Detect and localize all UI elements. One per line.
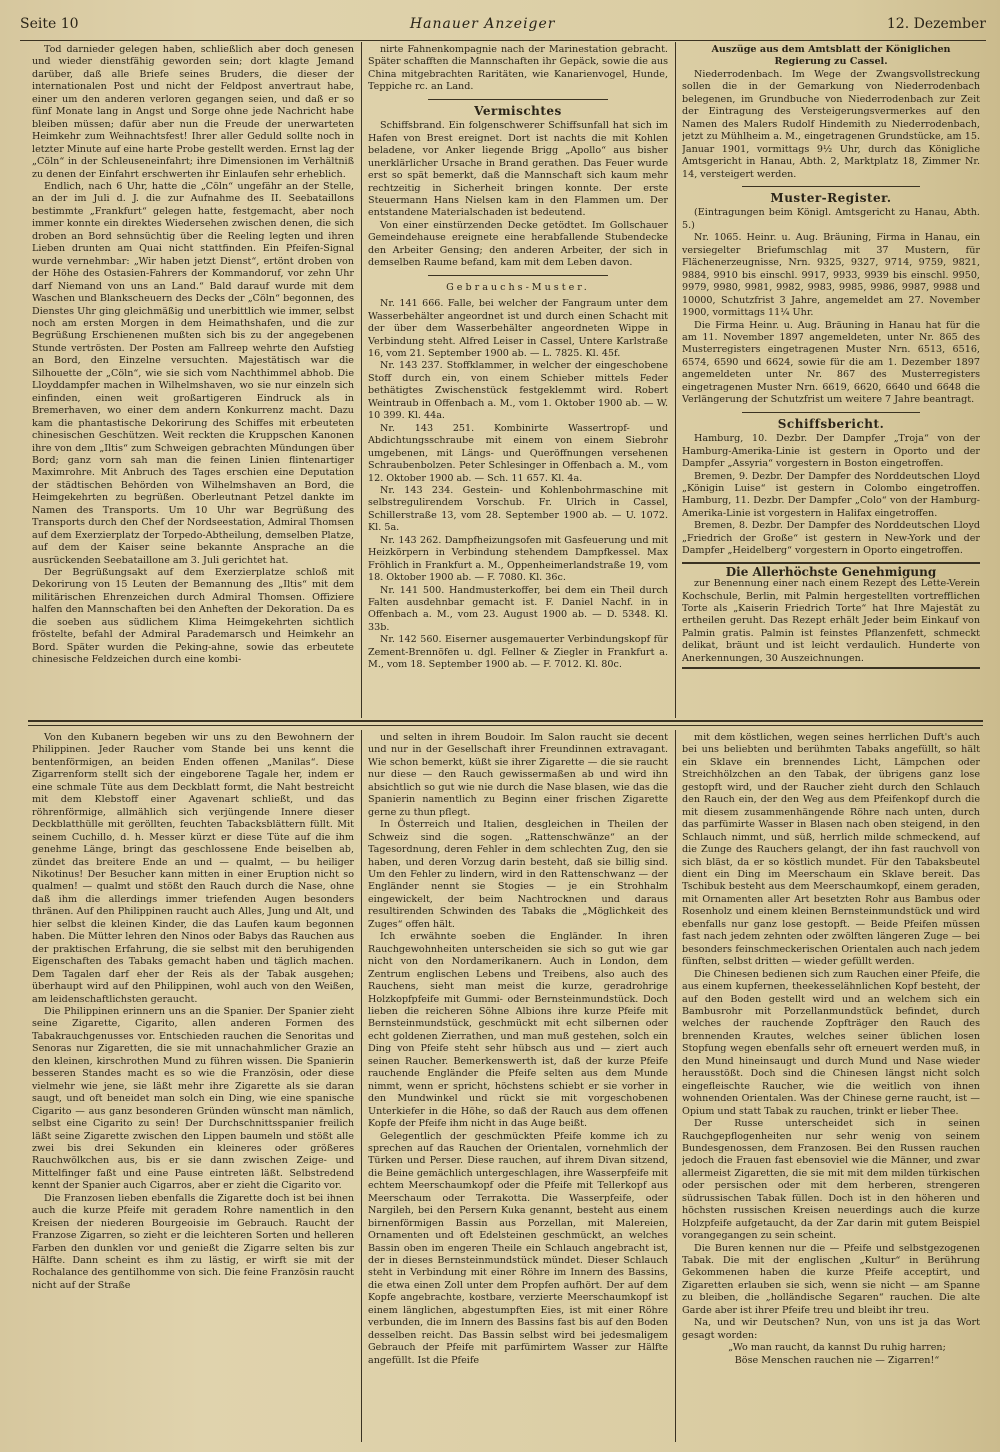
article-paragraph: Der Begrüßungsakt auf dem Exerzierplatze schloß mit Dekorirung von 15 Leuten der Bemannung des „Iltis“ mit dem militärischen Ehrenzeichen durch Admiral Thomsen. Offiziere halfen den Mannschaften bei den Anheften der Dekoration. Da es die soeben aus südlichem Klima Heimgekehrten sichtlich fröstelte, befahl der Admiral Parademarsch und Heimkehr an Bord. Später wurden die Peking-ahne, sowie das erbeutete chinesische Feldzeichen durch eine kombi- — [32, 567, 354, 666]
column-rule — [675, 730, 676, 1442]
page-number: Seite 10 — [20, 16, 79, 32]
patent-entry: Nr. 142 560. Eiserner ausgemauerter Verbindungskopf für Zement-Brennöfen u. dgl. Fellner & Ziegler in Frankfurt a. M., vom 18. September 1900 ab. — F. 7012. Kl. 80c. — [368, 634, 668, 671]
shipping-entry: Bremen, 8. Dezbr. Der Dampfer des Norddeutschen Lloyd „Friedrich der Große“ ist gestern in New-York und der Dampfer „Heidelberg“ vorgestern in Oporto eingetroffen. — [682, 520, 980, 557]
section-title-vermischtes: Vermischtes — [474, 103, 562, 118]
divider — [428, 275, 608, 276]
page-header — [20, 16, 986, 41]
article-paragraph: mit dem köstlichen, wegen seines herrlichen Duft's auch bei uns beliebten und berühmten Tabaks angefüllt, so hält ein Sklave ein brennendes Licht, Lämpchen oder Streichhölzchen an den Tabak, der übrigens ganz lose gestopft wird, und der Raucher zieht durch den Schlauch den Rauch ein, der den Weg aus dem Pfeifenkopf durch die mit diesem zusammenhängende Röhre nach unten, durch das parfümirte Wasser in Blasen nach oben steigend, in den Schlauch nimmt, und süß, herrlich milde schmeckend, auf die Zunge des Rauchers gelangt, der ihn fast rauchvoll von sich bläst, da er so köstlich mundet. Für den Tabaksbeutel dient ein Ding im Meerschaum ein Sklave bereit. Das Tschibuk besteht aus dem Meerschaumkopf, einem geraden, mit Ornamenten aller Art besetzten Rohr aus Bambus oder Rosenholz und einem kleinen Bernsteinmundstück und wird ebenfalls nur ganz lose gestopft. — Beide Pfeifen müssen fast nach jedem zehnten oder zwölften längeren Zuge — bei besonders feinschmeckerischen Orientalen auch nach jedem fünften, selbst dritten — wieder gefüllt werden. — [682, 732, 980, 968]
section-title-gebrauchsmuster: Gebrauchs-Muster. — [446, 281, 590, 293]
top-column-3 — [682, 44, 980, 714]
column-rule — [361, 42, 362, 718]
bottom-column-2 — [368, 732, 668, 1440]
divider — [742, 412, 920, 413]
article-paragraph: und selten in ihrem Boudoir. Im Salon raucht sie decent und nur in der Gesellschaft ihrer Freundinnen extravagant. Wie schon bemerkt, küßt sie ihrer Zigarette — die sie raucht nur diese — den Rauch gewissermaßen ab und wird ihn absichtlich so gut wie nie durch die Nase blasen, wie das die Spanierin namentlich zu Beginn einer frischen Zigarette gerne zu thun pflegt. — [368, 732, 668, 818]
divider — [428, 99, 608, 100]
section-separator — [28, 725, 983, 726]
news-item: Schiffsbrand. Ein folgenschwerer Schiffsunfall hat sich im Hafen von Brest ereignet. Dort ist nachts die mit Kohlen beladene, vor Anker liegende Brigg „Apollo“ aus bisher unerklärlicher Ursache in Brand gerathen. Das Feuer wurde erst so spät bemerkt, daß die Mannschaft sich kaum mehr rechtzeitig in Sicherheit bringen konnte. Der erste Steuermann Hans Nielsen kam in den Flammen um. Der entstandene Materialschaden ist bedeutend. — [368, 120, 668, 219]
palmin-advertisement — [682, 562, 980, 670]
patent-entry: Nr. 143 237. Stoffklammer, in welcher der eingeschobene Stoff durch ein, von einem Schieber mittels Feder bethätigtes Zwischenstück festgeklemmt wird. Robert Weintraub in Offenbach a. M., vom 1. Oktober 1900 ab. — W. 10 399. Kl. 44a. — [368, 360, 668, 422]
section-title-schiffsbericht: Schiffsbericht. — [777, 416, 885, 431]
register-entry: Nr. 1065. Heinr. u. Aug. Bräuning, Firma in Hanau, ein versiegelter Briefumschlag mit 37 Mustern, für Flächenerzeugnisse, Nrn. 9325, 9327, 9714, 9759, 9821, 9884, 9910 bis einschl. 9917, 9933, 9939 bis einschl. 9950, 9979, 9980, 9981, 9982, 9983, 9985, 9986, 9987, 9988 und 10000, Schutzfrist 3 Jahre, angemeldet am 27. November 1900, vormittags 11¼ Uhr. — [682, 232, 980, 319]
shipping-entry: Hamburg, 10. Dezbr. Der Dampfer „Troja“ von der Hamburg-Amerika-Linie ist gestern in Oporto und der Dampfer „Assyria“ vorgestern in Boston eingetroffen. — [682, 433, 980, 470]
article-paragraph: Na, und wir Deutschen? Nun, von uns ist ja das Wort gesagt worden: — [682, 1317, 980, 1341]
article-paragraph: Die Chinesen bedienen sich zum Rauchen einer Pfeife, die aus einem kupfernen, theekesselähnlichen Kopf besteht, der auf den Boden gestellt wird und an welchem sich ein Bambusrohr mit Porzellanmundstück befindet, durch welches der rauchende Zopfträger den Rauch des brennenden Krautes, welches seiner üblichen losen Stopfung wegen ebenfalls sehr oft erneuert werden muß, in den Mund hineinsaugt und durch Mund und Nase wieder herausstößt. Doch sind die Chinesen längst nicht solch eingefleischte Raucher, wie die weitlich von ihnen wohnenden Orientalen. Was der Chinese gerne raucht, ist — Opium und statt Tabak zu rauchen, trinkt er lieber Thee. — [682, 968, 980, 1117]
patent-entry: Nr. 141 500. Handmusterkoffer, bei dem ein Theil durch Falten ausdehnbar gemacht ist. F. Daniel Nachf. in in Offenbach a. M., vom 23. August 1900 ab. — D. 5348. Kl. 33b. — [368, 584, 668, 633]
article-paragraph: nirte Fahnenkompagnie nach der Marinestation gebracht. Später schafften die Mannschaften ihr Gepäck, sowie die aus China mitgebrachten Raritäten, wie Kanarienvogel, Hunde, Teppiche rc. an Land. — [368, 44, 668, 93]
article-paragraph: Ich erwähnte soeben die Engländer. In ihren Rauchgewohnheiten unterscheiden sie sich so gut wie gar nicht von den Nordamerikanern. Auch in London, dem Zentrum englischen Lebens und Treibens, also auch des Rauchens, sieht man meist die kurze, geradrohrige Holzkopfpfeife mit Gummi- oder Bernsteinmundstück. Doch lieben die reicheren Söhne Albions ihre kurze Pfeife mit Bernsteinmundstück, geschmückt mit echt silbernen oder echt goldenen Zierrathen, und man muß gestehen, solch ein Ding von Pfeife steht sehr hübsch aus und — ziert auch seinen Raucher. Bemerkenswerth ist, daß der kurze Pfeife rauchende Engländer die Pfeife selten aus dem Munde nimmt, wenn er spricht, höchstens schiebt er sie vorher in den Mundwinkel und rückt sie mit vorgeschobenen Unterkiefer in die Höhe, so daß der Rauch aus dem offenen Kopfe der Pfeife ihm nicht in das Auge beißt. — [368, 931, 668, 1130]
article-paragraph: Der Russe unterscheidet sich in seinen Rauchgepflogenheiten nur sehr wenig von seinem Bundesgenossen, dem Franzosen. Bei den Russen rauchen jedoch die Frauen fast ebensoviel wie die Männer, und zwar allermeist Zigaretten, die sie mit mit dem milden türkischen oder persischen oder mit dem herberen, strengeren südrussischen Tabak füllen. Doch ist in den höheren und höchsten russischen Kreisen neuerdings auch die kurze Holzpfeife aufgetaucht, da der Zar darin mit gutem Beispiel vorangegangen zu sein scheint. — [682, 1118, 980, 1242]
article-paragraph: Die Franzosen lieben ebenfalls die Zigarette doch ist bei ihnen auch die kurze Pfeife mit geradem Rohre namentlich in den Kreisen der niederen Bourgeoisie im Gebrauch. Raucht der Franzose Zigarren, so zieht er die leichteren Sorten und helleren Farben den dunklen vor und genießt die Zigarre selten bis zur Hälfte. Dann scheint es ihm zu lästig, er wirft sie mit der Rochalance des gentilhomme von sich. Die feine Französin raucht nicht auf der Straße — [32, 1192, 354, 1291]
patent-entry: Nr. 141 666. Falle, bei welcher der Fangraum unter dem Wasserbehälter angeordnet ist und durch einen Schacht mit der über dem Wasserbehälter angeordneten Wippe in Verbindung steht. Alfred Leiser in Cassel, Untere Karlstraße 16, vom 21. September 1900 ab. — L. 7825. Kl. 45f. — [368, 298, 668, 359]
section-title-muster-register: Muster-Register. — [770, 190, 892, 205]
top-column-1 — [32, 44, 354, 714]
bottom-column-3 — [682, 732, 980, 1440]
shipping-entry: Bremen, 9. Dezbr. Der Dampfer des Norddeutschen Lloyd „Königin Luise“ ist gestern in Colombo eingetroffen. Hamburg, 11. Dezbr. Der Dampfer „Colo“ von der Hamburg-Amerika-Linie ist vorgestern in Halifax eingetroffen. — [682, 470, 980, 519]
verse-line: Böse Menschen rauchen nie — Zigarren!“ — [734, 1354, 940, 1366]
patent-entry: Nr. 143 234. Gestein- und Kohlenbohrmaschine mit selbstregulirendem Vorschub. Fr. Ulrich in Cassel, Schillerstraße 13, vom 28. September 1900 ab. — U. 1072. Kl. 5a. — [368, 484, 668, 534]
article-paragraph: Die Buren kennen nur die — Pfeife und selbstgezogenen Tabak. Die mit der englischen „Kultur“ in Berührung Gekommenen haben die kurze Pfeife acceptirt, und Zigaretten erlauben sie sich, wenn sie nicht — am Spanne zu bleiben, die „holländische Segaren“ rauchen. Die alte Garde aber ist ihrer Pfeife treu und bleibt ihr treu. — [682, 1242, 980, 1316]
notice-entry: Niederrodenbach. Im Wege der Zwangsvollstreckung sollen die in der Gemarkung von Niederrodenbach belegenen, im Grundbuche von Niederrodenbach zur Zeit der Eintragung des Versteigerungsvermerkes auf den Namen des Malers Rudolf Hindemith zu Niederrodenbach, jetzt zu Mühlheim a. M., eingetragenen Grundstücke, am 15. Januar 1901, vormittags 9½ Uhr, durch das Königliche Amtsgericht in Hanau, Abth. 2, Marktplatz 18, Zimmer Nr. 14, versteigert werden. — [682, 68, 980, 180]
news-item: Von einer einstürzenden Decke getödtet. Im Gollschauer Gemeindehause ereignete eine herabfallende Stubendecke den Arbeiter Gensing; den anderen Arbeiter, der sich in demselben Raume befand, kam mit dem Leben davon. — [368, 219, 668, 269]
article-paragraph: In Österreich und Italien, desgleichen in Theilen der Schweiz sind die sogen. „Rattenschwänze“ an der Tagesordnung, deren Fehler in dem schlechten Zug, den sie haben, und deren Vorzug darin besteht, daß sie billig sind. Um den Fehler zu lindern, wird in den Rattenschwanz — der Engländer nennt sie Stogies — je ein Strohhalm eingewickelt, der beim Nachtrocknen und daraus resultirenden Schwinden des Tabaks die „Möglichkeit des Zuges“ offen hält. — [368, 819, 668, 930]
divider — [742, 186, 920, 187]
verse-line: „Wo man raucht, da kannst Du ruhig harren; — [728, 1342, 946, 1354]
advertisement-title: Die Allerhöchste Genehmigung — [725, 564, 937, 579]
patent-entry: Nr. 143 251. Kombinirte Wassertropf- und Abdichtungsschraube mit einem von einem Siebrohr umgebenen, mit Längs- und Queröffnungen versehenen Schraubenbolzen. Peter Schlesinger in Offenbach a. M., vom 12. Oktober 1900 ab. — Sch. 11 657. Kl. 4a. — [368, 422, 668, 484]
advertisement-text: zur Benennung einer nach einem Rezept des Lette-Verein Kochschule, Berlin, mit Palmin hergestellten vortrefflichen Torte als „Kaiserin Friedrich Torte“ hat Ihre Majestät zu ertheilen geruht. Das Rezept erhält Jeder beim Einkauf von Palmin gratis. Palmin ist feinstes Pflanzenfett, schmeckt delikat, bräunt und ist leicht verdaulich. Hunderte von Anerkennungen, 30 Auszeichnungen. — [682, 578, 980, 664]
column-rule — [675, 42, 676, 718]
article-paragraph: Tod darnieder gelegen haben, schließlich aber doch genesen und wieder dienstfähig geworden sein; dort klagte Jemand darüber, daß alle Briefe seines Bruders, die dieser der internationalen Post und nicht der Feldpost anvertraut habe, einer um den anderen verloren gegangen seien, und daß er so fünf Monate lang in Angst und Sorge ohne jede Nachricht habe bleiben müssen; dafür aber nun die Freude der unerwarteten Heimkehr zum Weihnachtsfest! Ihrer aller Geduld sollte noch in letzter Minute auf eine harte Probe gestellt werden. Ernst lag der „Cöln“ in der Schleuseneinfahrt; ihre Dimensionen im Verhältniß zu denen der Einfahrt erschwerten ihr Einlaufen sehr erheblich. — [32, 44, 354, 180]
register-entry: Die Firma Heinr. u. Aug. Bräuning in Hanau hat für die am 11. November 1897 angemeldeten, unter Nr. 865 des Musterregisters eingetragenen Muster Nrn. 6513, 6516, 6574, 6590 und 6624, sowie für die am 1. Dezember 1897 angemeldeten unter Nr. 867 des Musterregisters eingetragenen Muster Nrn. 6619, 6620, 6640 und 6648 die Verlängerung der Schutzfrist um weitere 7 Jahre beantragt. — [682, 319, 980, 406]
issue-date: 12. Dezember — [886, 16, 986, 32]
article-paragraph: Gelegentlich der geschmückten Pfeife komme ich zu sprechen auf das Rauchen der Orientalen, vornehmlich der Türken und Perser. Diese rauchen, auf ihrem Divan sitzend, die Beine gemächlich untergeschlagen, ihre Wasserpfeife mit echtem Meerschaumkopf oder die Pfeife mit Tellerkopf aus Meerschaum oder Terrakotta. Die Wasserpfeife, oder Nargileh, bei den Persern Kuka genannt, besteht aus einem birnenförmigen Bassin aus Porzellan, mit Malereien, Ornamenten und oft Edelsteinen geschmückt, an welches Bassin oben im engeren Theile ein Schlauch angebracht ist, der in dieses Bernsteinmundstück mündet. Dieser Schlauch steht in Verbindung mit einer Röhre im Innern des Bassins, die etwa einen Zoll unter dem Propfen aufhört. Der auf dem Kopfe angebrachte, kostbare, verzierte Meerschaumkopf ist einem länglichen, abgestumpften Eies, ist mit einer Röhre verbunden, die im Innern des Bassins fast bis auf den Boden desselben reicht. Das Bassin selbst wird bei jedesmaligem Gebrauch der Pfeife mit parfümirtem Wasser zur Hälfte angefüllt. Ist die Pfeife — [368, 1130, 668, 1366]
bottom-column-1 — [32, 732, 354, 1440]
patent-entry: Nr. 143 262. Dampfheizungsofen mit Gasfeuerung und mit Heizkörpern in Verbindung stehendem Dampfkessel. Max Fröhlich in Frankfurt a. M., Oppenheimerlandstraße 19, vom 18. Oktober 1900 ab. — F. 7080. Kl. 36c. — [368, 534, 668, 584]
section-separator — [28, 720, 983, 722]
newspaper-title: Hanauer Anzeiger — [409, 16, 556, 32]
article-paragraph: Die Philippinen erinnern uns an die Spanier. Der Spanier zieht seine Zigarette, Cigarito, allen anderen Formen des Tabakrauchgenusses vor. Entschieden rauchen die Senoritas und Senoras nur Zigaretten, die sie mit unnachahmlicher Grazie an den kleinen, kirschrothen Mund zu führen wissen. Die Spanierin besseren Standes macht es so wie die Französin, oder diese vielmehr wie jene, sie läßt mehr ihre Zigarette als sie daran saugt, und oft beneidet man solch ein Ding, wie eine spanische Cigarito — aus ganz besonderen Gründen wünscht man nämlich, selbst eine Cigarito zu sein! Der Durchschnittsspanier freilich läßt seine Zigarette zwischen den Lippen baumeln und stößt alle zwei bis drei Sekunden ein kleineres oder größeres Rauchwölkchen aus, bis er sie dann zwischen Zeige- und Mittelfinger faßt und eine Pause eintreten läßt. Selbstredend kennt der Spanier auch Cigarros, aber er zieht die Cigarito vor. — [32, 1005, 354, 1192]
register-entry: (Eintragungen beim Königl. Amtsgericht zu Hanau, Abth. 5.) — [682, 207, 980, 231]
top-column-2 — [368, 44, 668, 714]
article-paragraph: Endlich, nach 6 Uhr, hatte die „Cöln“ ungefähr an der Stelle, an der im Juli d. J. die zur Aufnahme des II. Seebataillons bestimmte „Frankfurt“ gelegen hatte, festgemacht, aber noch immer konnte ein direktes Wiedersehen zwischen denen, die sich droben an Bord sehnsüchtig über die Reeling legten und ihren Lieben drunten am Quai nicht stattfinden. Ein Pfeifen-Signal wurde vernehmbar: „Wir haben jetzt Dienst“, ertönt droben von der Höhe des Ostasien-Fahrers der Kommandoruf, vor zehn Uhr darf Niemand von uns an Land.“ Bald darauf wurde mit dem Waschen und Blankscheuern des Decks der „Cöln“ begonnen, des Dienstes Uhr ging gleichmäßig und unerbittlich wie immer, selbst noch am ersten Morgen in dem Heimathshafen, und die zur Begrüßung Erschienenen mußten sich bis zu der angegebenen Stunde vertrösten. Der Posten am Fallreep wehrte den Aufstieg an Bord, den Einzelne versuchten. Majestätisch war die Silhouette der „Cöln“, wie sie sich vom Nachthimmel abhob. Die Lloyddampfer machen in Wilhelmshaven, wo sie nur einzeln sich einfinden, einen weit großartigeren Eindruck als in Bremerhaven, wo einer dem andern Konkurrenz macht. Dazu kam die phantastische Dekorirung des Schiffes mit erbeuteten chinesischen Geschützen. Weit reckten die Kruppschen Kanonen ihre von dem „Iltis“ zum Schweigen gebrachten Mündungen über Bord; ganz vorn sah man die feinen Linien flintenartiger Maximrohre. Mit Anbruch des Tages erschien eine Deputation der städtischen Behörden von Wilhelmshaven an Bord, die Heimgekehrten zu begrüßen. Oberleutnant Petzel dankte im Namen des Transports. Um 10 Uhr war Begrüßung des Transports durch den Chef der Nordseestation, Admiral Thomsen auf dem Exerzierplatz der Torpedo-Abtheilung, demselben Platze, auf dem der Kaiser seine bekannte Ansprache an die ausrückenden Seebataillone am 3. Juli gerichtet hat. — [32, 180, 354, 566]
column-rule — [361, 730, 362, 1442]
article-paragraph: Von den Kubanern begeben wir uns zu den Bewohnern der Philippinen. Jeder Raucher vom Stande bei uns kennt die bentenförmigen, an beiden Enden offenen „Manilas“. Diese Zigarrenform stellt sich der eingeborene Tagale her, indem er eine schmale Tüte aus dem Deckblatt formt, die Naht bestreicht mit dem Klebstoff einer Agavenart schließt, und das röhrenförmige, allmählich sich verjüngende Innere dieser Deckblatthülle mit geröllten, feuchten Tabacksblättern füllt. Mit seinem Cuchillo, d. h. Messer kürzt er diese Tüte auf die ihm genehme Länge, bringt das geschlossene Ende beiselben ab, zündet das breitere Ende an und — qualmt, — bu heiliger Nikotinus! Der Besucher kann mitten in einer Eruption nicht so qualmen! — qualmt und stößt den Rauch durch die Nase, ohne daß ihm die allerdings immer triefenden Augen besonders thränen. Auf den Philippinen raucht auch Alles, Jung und Alt, und hier selbst die kleinen Kinder, die das Laufen kaum begonnen haben. Die Mütter lehren den Ninos oder Babys das Rauchen aus der praktischen Erfahrung, die sie selbst mit den beruhigenden Eigenschaften des Tabaks gemacht haben und täglich machen. Dem Tagalen darf eher der Reis als der Tabak ausgehen; überhaupt wird auf den Philippinen, wohl auch von den Weißen, am leidenschaftlichsten geraucht. — [32, 732, 354, 1005]
section-title-amtsblatt: Auszüge aus dem Amtsblatt der Königlichen Regierung zu Cassel. — [711, 44, 951, 68]
